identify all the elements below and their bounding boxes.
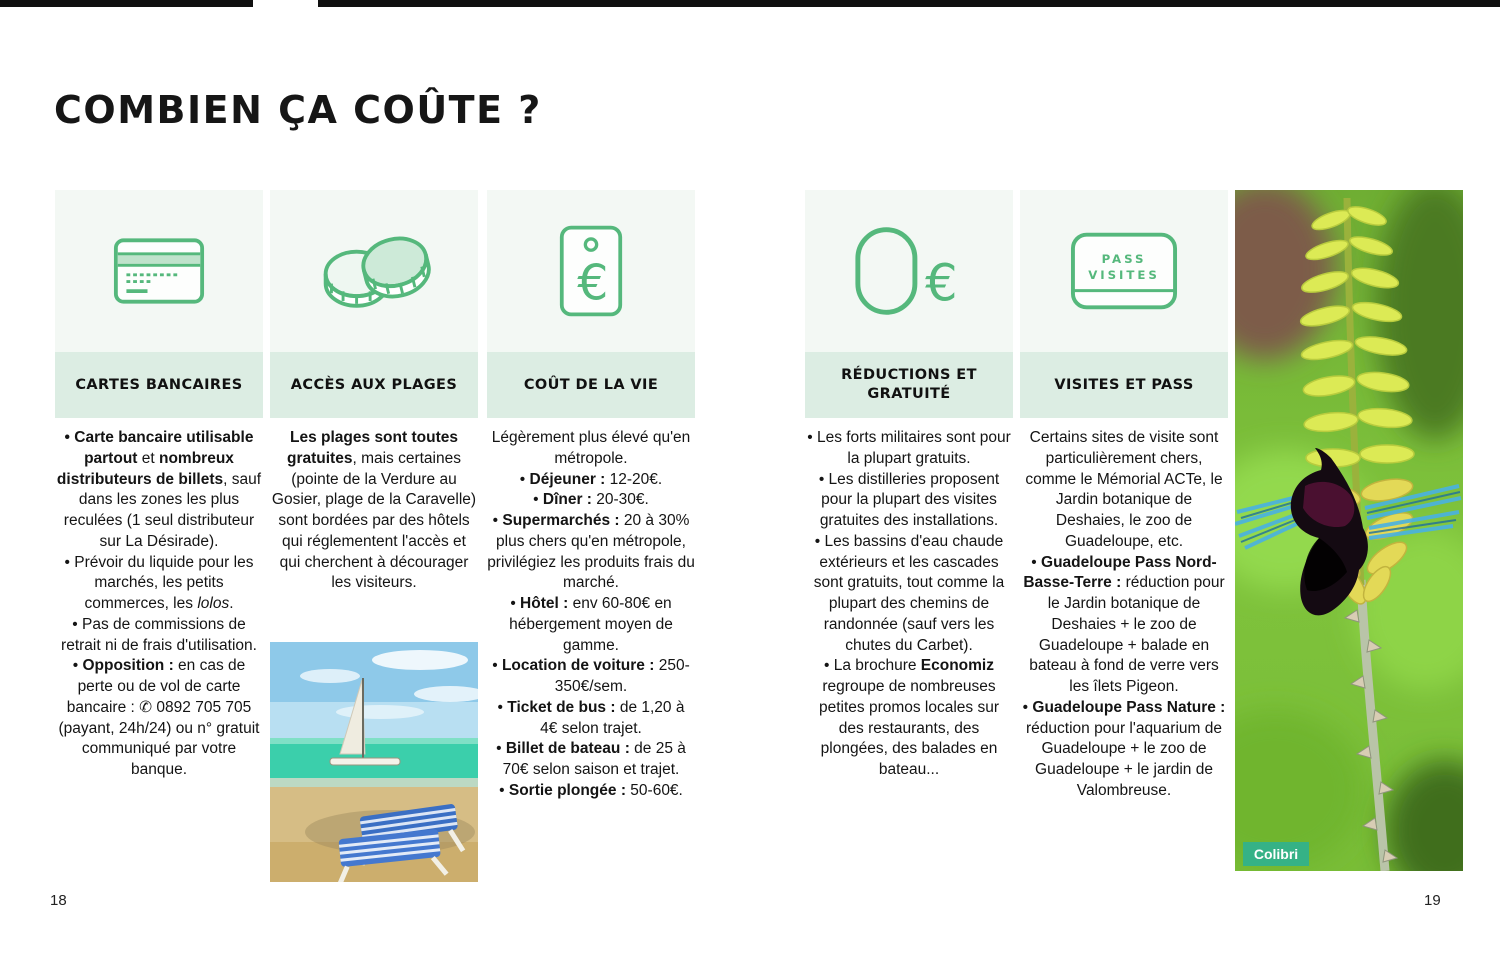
paragraph: • Dîner : 20-30€. (533, 491, 649, 509)
colibri-badge (1243, 842, 1309, 866)
svg-text:€: € (925, 254, 958, 314)
paragraph: • Billet de bateau : de 25 à 70€ selon saison et trajet. (496, 740, 686, 779)
paragraph: • Location de voiture : 250-350€/sem. (492, 657, 690, 696)
column-header: RÉDUCTIONS ET GRATUITÉ (841, 367, 977, 402)
column-header-band (805, 352, 1013, 418)
column-body (55, 428, 263, 781)
svg-text:PASS: PASS (1101, 252, 1147, 267)
column-visites-et-pass (1020, 190, 1228, 890)
coins-icon (316, 229, 432, 313)
icon-box (805, 190, 1013, 352)
paragraph: • Les bassins d'eau chaude extérieurs et les cascades sont gratuits, tout comme la plupart des chemins de randonnée (sauf vers les chutes du Carbet). (813, 532, 1005, 654)
page-number-left: 18 (50, 892, 67, 909)
column-header: CARTES BANCAIRES (75, 376, 243, 393)
paragraph: • Prévoir du liquide pour les marchés, les petits commerces, les lolos. (64, 553, 254, 613)
paragraph: • Guadeloupe Pass Nature : réduction pour l'aquarium de Guadeloupe + le zoo de Guadeloupe + le jardin de Valombreuse. (1022, 698, 1226, 800)
paragraph: • La brochure Economiz regroupe de nombreuses petites promos locales sur des restaurants, des plongées, des balades en bateau... (818, 657, 1000, 779)
paragraph: Certains sites de visite sont particulièrement chers, comme le Mémorial ACTe, le Jardin botanique de Deshaies, le zoo de Guadeloupe, etc. (1025, 429, 1223, 550)
column-header-band (270, 352, 478, 418)
paragraph: • Sortie plongée : 50-60€. (499, 782, 683, 800)
column-header: VISITES ET PASS (1054, 376, 1194, 393)
column-header-band (55, 352, 263, 418)
icon-box (487, 190, 695, 352)
paragraph: • Carte bancaire utilisable partout et nombreux distributeurs de billets, sauf dans les zones les plus reculées (1 seul distributeur sur La Désirade). (56, 429, 262, 550)
pass-card-icon (1070, 231, 1178, 311)
paragraph: • Déjeuner : 12-20€. (519, 470, 663, 488)
paragraph: Les plages sont toutes gratuites, mais certaines (pointe de la Verdure au Gosier, plage de la Caravelle) sont bordées par des hôtels qui réglementent l'accès et qui cherchent à décourager les visiteurs. (271, 429, 477, 592)
column-body (1020, 428, 1228, 802)
paragraph: • Pas de commissions de retrait ni de frais d'utilisation. (61, 615, 257, 654)
icon-box (55, 190, 263, 352)
column-header: COÛT DE LA VIE (523, 376, 659, 393)
column-body (487, 428, 695, 802)
scan-edge-left (0, 0, 253, 7)
scan-edge-right (318, 0, 1500, 7)
svg-text:Colibri: Colibri (1253, 846, 1299, 862)
hummingbird-photo (1235, 190, 1463, 871)
column-body (270, 428, 478, 594)
column-acces-aux-plages (270, 190, 478, 890)
column-cartes-bancaires (55, 190, 263, 890)
column-header-band (487, 352, 695, 418)
page-title: COMBIEN ÇA COÛTE ? (54, 88, 542, 132)
page-number-right: 19 (1424, 892, 1441, 909)
paragraph: • Les forts militaires sont pour la plupart gratuits. (807, 429, 1011, 467)
column-header: ACCÈS AUX PLAGES (290, 376, 458, 393)
svg-text:VISITES: VISITES (1088, 267, 1160, 282)
paragraph: Légèrement plus élevé qu'en métropole. (491, 429, 691, 467)
column-body (805, 428, 1013, 781)
column-header-band (1020, 352, 1228, 418)
paragraph: • Opposition : en cas de perte ou de vol de carte bancaire : ✆ 0892 705 705 (payant, 24h/24) ou n° gratuit communiqué par votre banque. (58, 657, 260, 779)
paragraph: • Ticket de bus : de 1,20 à 4€ selon trajet. (497, 698, 685, 737)
zero-euro-icon (850, 223, 968, 319)
credit-card-icon (113, 237, 205, 305)
icon-box (270, 190, 478, 352)
paragraph: • Hôtel : env 60-80€ en hébergement moyen de gamme. (509, 595, 673, 654)
paragraph: • Les distilleries proposent pour la plupart des visites gratuites des installations. (818, 470, 1000, 530)
svg-text:€: € (577, 253, 609, 312)
column-cout-de-la-vie (487, 190, 695, 890)
column-reductions-et-gratuite (805, 190, 1013, 890)
paragraph: • Guadeloupe Pass Nord-Basse-Terre : réduction pour le Jardin botanique de Deshaies + le zoo de Guadeloupe + balade en bateau à fond de verre vers les îlets Pigeon. (1023, 553, 1225, 696)
price-tag-euro-icon (558, 223, 624, 319)
paragraph: • Supermarchés : 20 à 30% plus chers qu'en métropole, privilégiez les produits frais du marché. (487, 512, 695, 592)
beach-photo (270, 642, 478, 882)
icon-box (1020, 190, 1228, 352)
